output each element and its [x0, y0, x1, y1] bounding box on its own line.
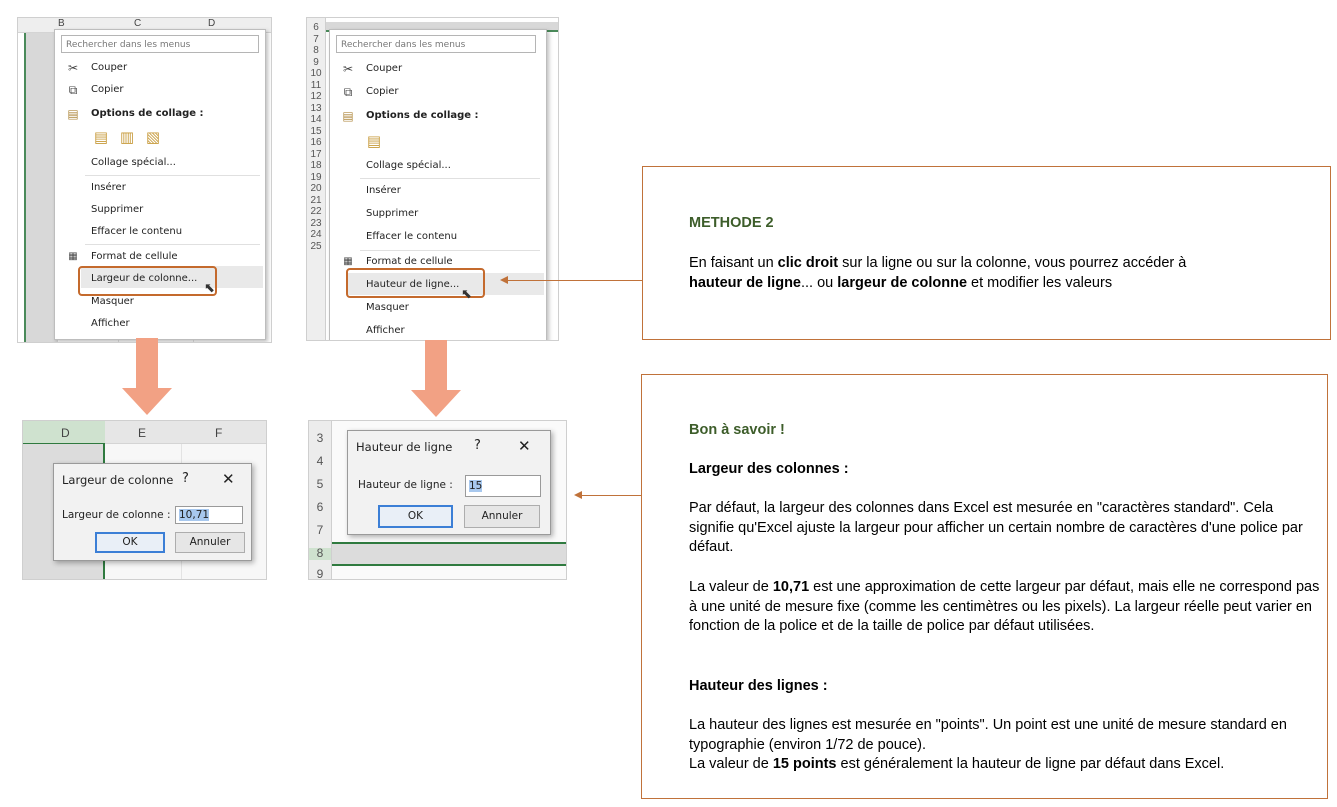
menu-item-copy[interactable]: Copier — [91, 84, 124, 95]
column-width-input[interactable]: 10,71 — [175, 506, 243, 524]
clipboard-icon: ▤ — [342, 109, 354, 123]
help-icon[interactable]: ? — [474, 438, 481, 453]
menu-item-hide[interactable]: Masquer — [366, 302, 409, 313]
menu-item-cut[interactable]: Couper — [91, 62, 128, 73]
paragraph-row-value: La valeur de 15 points est généralement la hauteur de ligne par défaut dans Excel. — [689, 756, 1225, 772]
column-header-b[interactable]: B — [58, 18, 65, 29]
menu-item-clear[interactable]: Effacer le contenu — [91, 226, 183, 237]
menu-item-format-cells[interactable]: Format de cellule — [366, 256, 453, 267]
row-menu-screenshot — [306, 17, 559, 341]
paste-formulas-icon[interactable]: ▥ — [119, 128, 135, 146]
row-height-label: Hauteur de ligne : — [358, 479, 453, 491]
help-icon[interactable]: ? — [182, 471, 189, 486]
menu-item-column-width[interactable]: Largeur de colonne... — [91, 273, 198, 284]
cancel-button[interactable]: Annuler — [175, 532, 245, 553]
column-width-dialog-screenshot — [22, 420, 267, 580]
dialog-title: Largeur de colonne — [62, 473, 174, 487]
column-width-label: Largeur de colonne : — [62, 509, 171, 521]
row-header-column: 6 7 8 9 10 11 12 13 14 15 16 17 18 19 20 21 22 23 24 25 — [307, 18, 326, 341]
menu-search-input[interactable]: Rechercher dans les menus — [61, 35, 259, 53]
column-header-d[interactable]: D — [208, 18, 216, 29]
connector-line — [508, 280, 643, 281]
menu-item-hide[interactable]: Masquer — [91, 296, 134, 307]
mouse-cursor-icon: ⬉ — [204, 280, 215, 295]
menu-item-delete[interactable]: Supprimer — [366, 208, 419, 219]
row-height-input[interactable]: 15 — [465, 475, 541, 497]
menu-item-paste-special[interactable]: Collage spécial... — [366, 160, 451, 171]
clipboard-icon: ▤ — [67, 107, 79, 121]
format-cell-icon: ▦ — [343, 256, 353, 267]
selected-column — [24, 33, 58, 342]
arrow-head-icon — [574, 491, 582, 499]
menu-search-input[interactable]: Rechercher dans les menus — [336, 35, 536, 53]
menu-item-clear[interactable]: Effacer le contenu — [366, 231, 458, 242]
paragraph-row-height: La hauteur des lignes est mesurée en "points". Un point est une unité de mesure standard en typographie (environ 1/72 de pouce). — [689, 717, 1287, 753]
menu-item-delete[interactable]: Supprimer — [91, 204, 144, 215]
menu-item-show[interactable]: Afficher — [366, 325, 405, 336]
mouse-cursor-icon: ⬉ — [461, 286, 472, 301]
box-heading: Bon à savoir ! — [689, 422, 785, 438]
column-header-f[interactable]: F — [215, 426, 223, 440]
scissors-icon: ✂ — [67, 61, 79, 75]
close-icon[interactable]: ✕ — [222, 470, 235, 488]
bon-a-savoir-box — [641, 374, 1328, 799]
ok-button[interactable]: OK — [95, 532, 165, 553]
menu-item-cut[interactable]: Couper — [366, 63, 403, 74]
connector-line — [582, 495, 641, 496]
dialog-title: Hauteur de ligne — [356, 440, 453, 454]
cancel-button[interactable]: Annuler — [464, 505, 540, 528]
menu-item-insert[interactable]: Insérer — [366, 185, 401, 196]
paste-picture-icon[interactable]: ▧ — [145, 128, 161, 146]
row-height-dialog — [347, 430, 551, 535]
box-paragraph: En faisant un clic droit sur la ligne ou sur la colonne, vous pourrez accéder à hauteur de ligne... ou largeur de colonne et modifier les valeurs — [689, 255, 1187, 291]
methode-2-box — [642, 166, 1331, 340]
paste-icon[interactable]: ▤ — [93, 128, 109, 146]
row-header-column: 3 4 5 6 7 8 9 — [309, 421, 332, 579]
row-height-dialog-screenshot — [308, 420, 567, 580]
copy-icon: ⧉ — [68, 83, 78, 97]
subheading-column-width: Largeur des colonnes : — [689, 461, 849, 477]
ok-button[interactable]: OK — [378, 505, 453, 528]
scissors-icon: ✂ — [342, 62, 354, 76]
close-icon[interactable]: ✕ — [518, 437, 531, 455]
column-header-row — [23, 421, 266, 444]
down-arrow-icon — [410, 340, 462, 418]
column-menu-screenshot — [17, 17, 272, 343]
paragraph-column-width: Par défaut, la largeur des colonnes dans Excel est mesurée en "caractères standard". Cela signifie qu'Excel ajuste la largeur pour afficher un certain nombre de caractères d'une police par défaut. — [689, 500, 1303, 555]
menu-item-show[interactable]: Afficher — [91, 318, 130, 329]
paragraph-column-value: La valeur de 10,71 est une approximation de cette largeur par défaut, mais elle ne correspond pas à une unité de mesure fixe (comme les centimètres ou les pixels). La largeur réelle peut varier en fonction de la police et de la taille de police par défaut utilisées. — [689, 579, 1320, 634]
menu-item-row-height[interactable]: Hauteur de ligne... — [366, 279, 460, 290]
paste-options-heading: Options de collage : — [91, 108, 204, 119]
arrow-head-icon — [500, 276, 508, 284]
column-header-c[interactable]: C — [134, 18, 142, 29]
column-header-e[interactable]: E — [138, 426, 147, 440]
column-width-dialog — [53, 463, 252, 561]
down-arrow-icon — [121, 338, 173, 416]
paste-options-heading: Options de collage : — [366, 110, 479, 121]
menu-item-format-cells[interactable]: Format de cellule — [91, 251, 178, 262]
column-header-d[interactable]: D — [61, 426, 70, 440]
format-cell-icon: ▦ — [68, 251, 78, 262]
menu-item-insert[interactable]: Insérer — [91, 182, 126, 193]
copy-icon: ⧉ — [343, 85, 353, 99]
menu-item-paste-special[interactable]: Collage spécial... — [91, 157, 176, 168]
column-width-highlight — [78, 266, 217, 296]
menu-item-copy[interactable]: Copier — [366, 86, 399, 97]
box-heading: METHODE 2 — [689, 215, 774, 231]
paste-values-icon[interactable]: ▤ — [366, 132, 382, 150]
selected-row — [332, 542, 566, 566]
subheading-row-height: Hauteur des lignes : — [689, 678, 828, 694]
